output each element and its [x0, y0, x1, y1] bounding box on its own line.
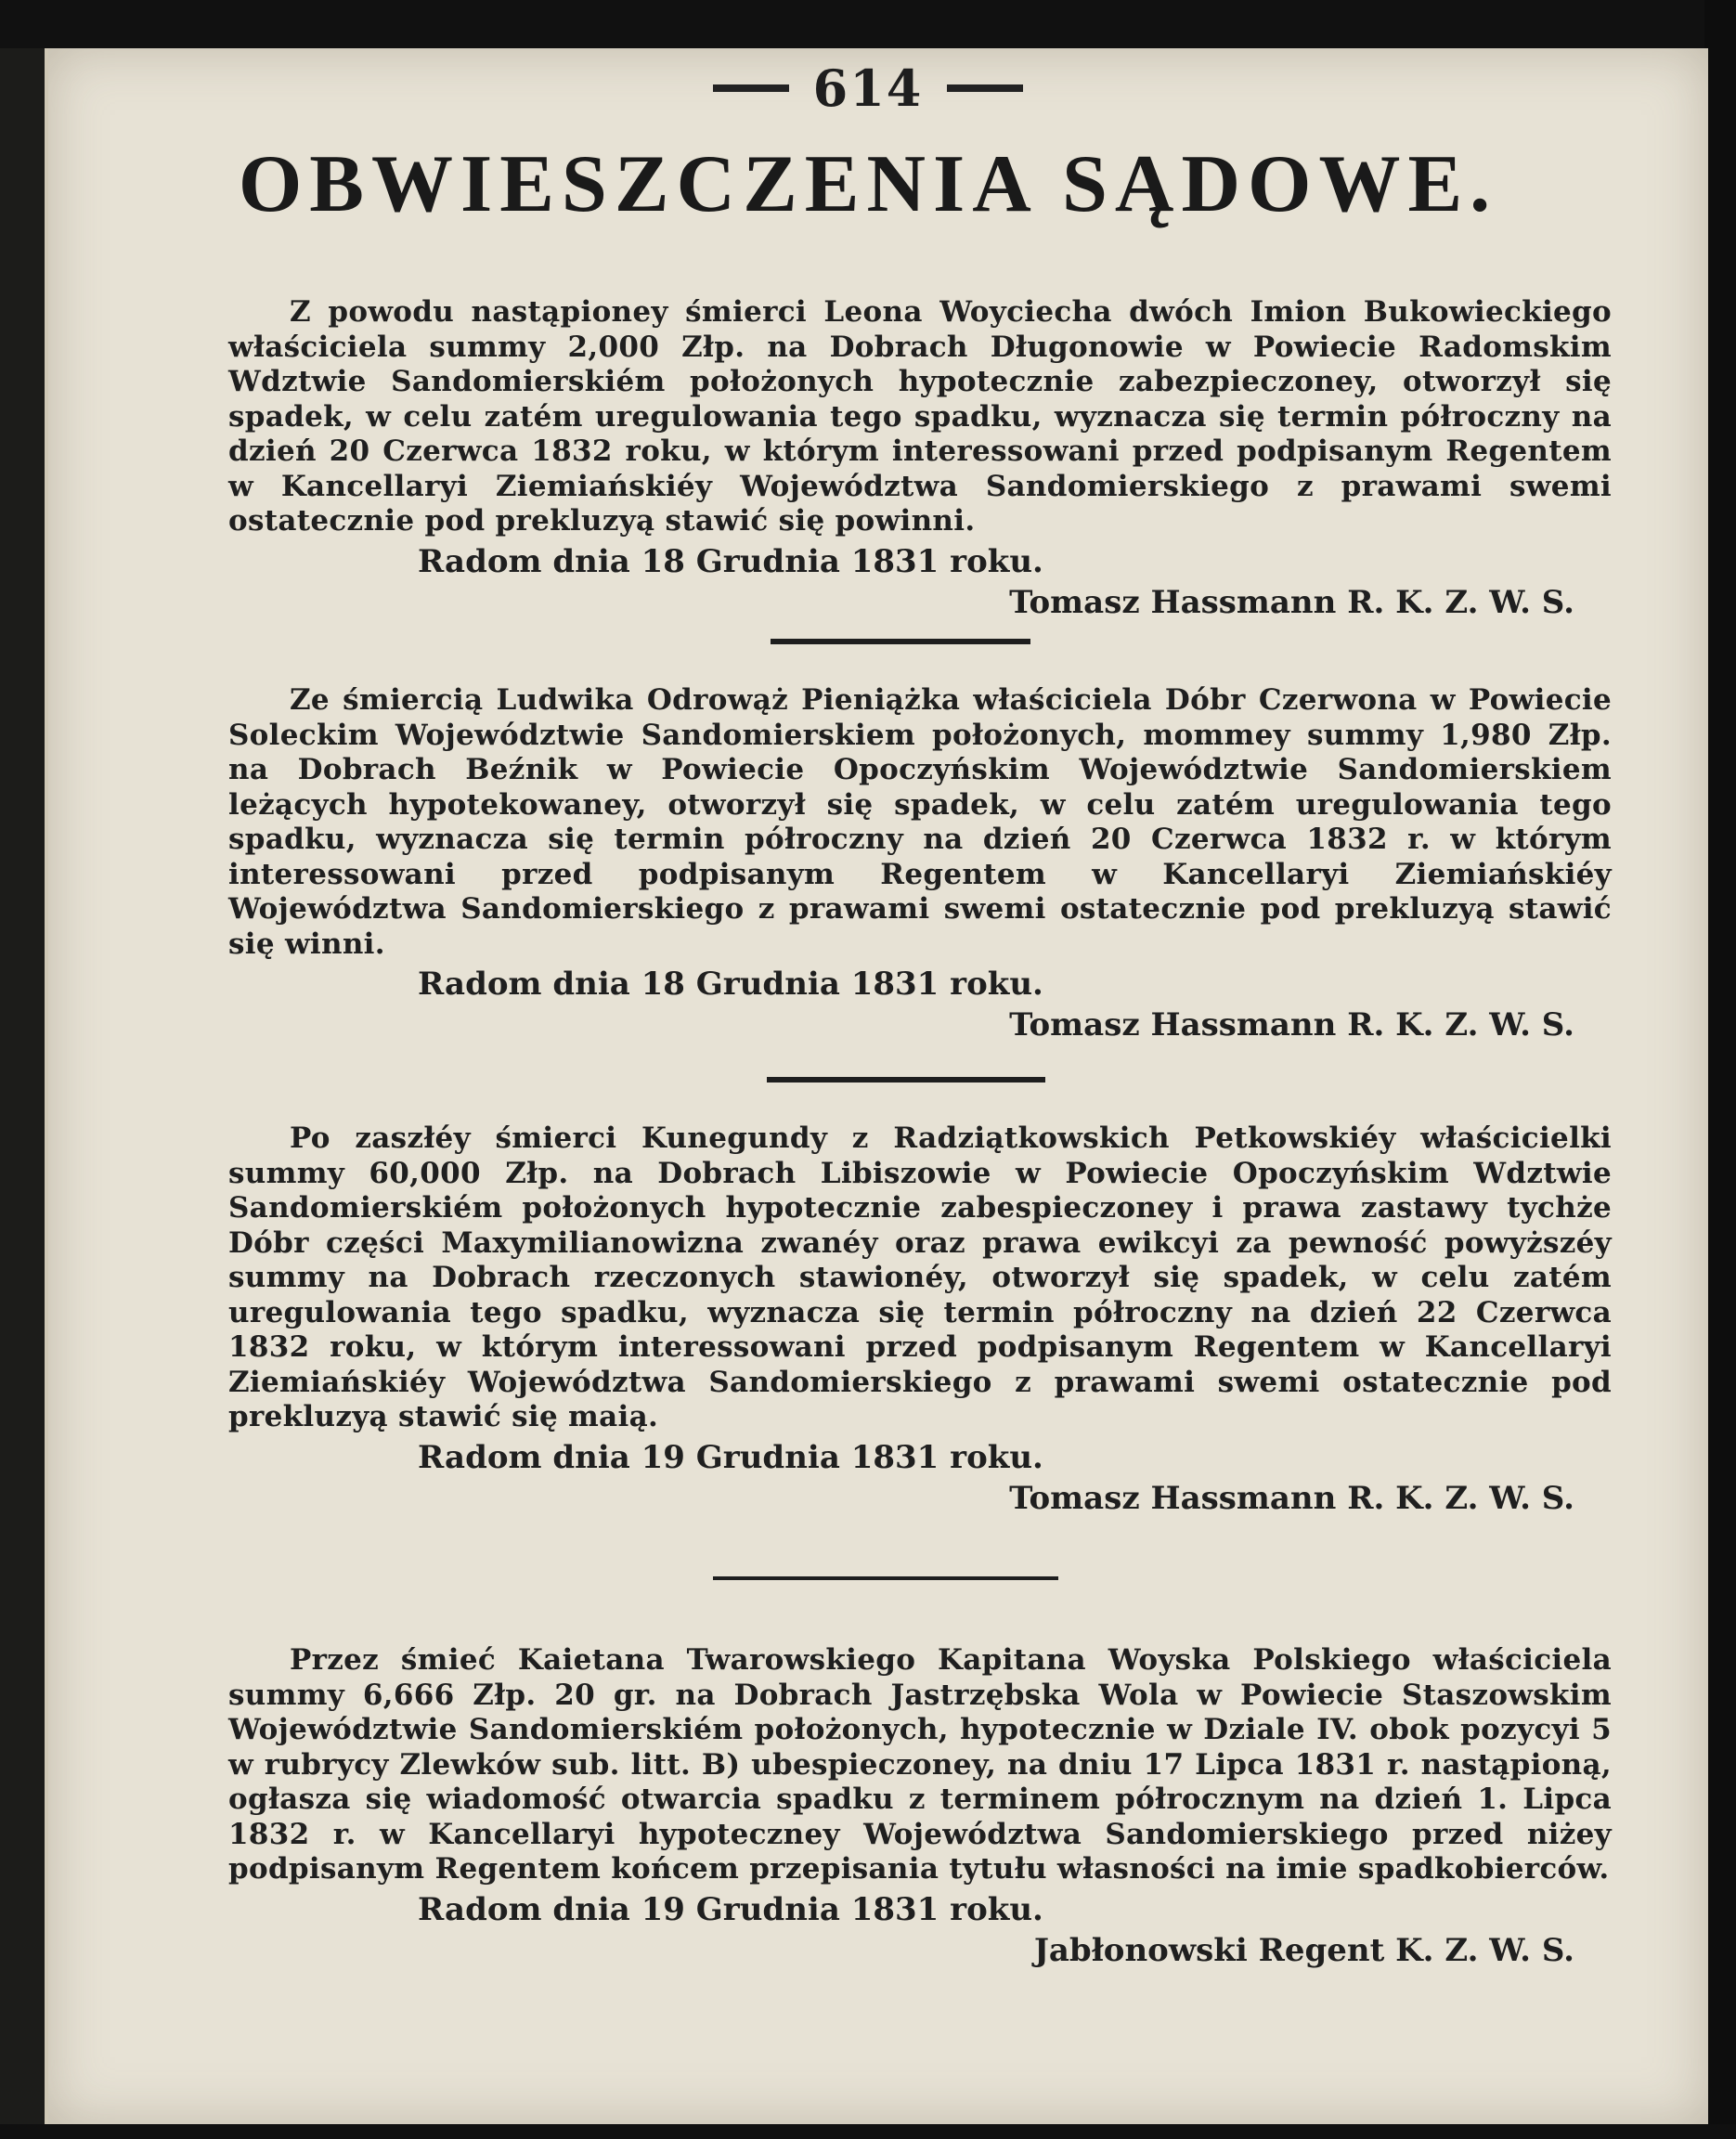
scan-top-border: [0, 0, 1736, 48]
notice-date: Radom dnia 19 Grudnia 1831 roku.: [418, 1438, 1043, 1476]
notice-signature: Tomasz Hassmann R. K. Z. W. S.: [1009, 1479, 1574, 1517]
section-divider: [713, 1576, 1058, 1580]
notice-signature: Tomasz Hassmann R. K. Z. W. S.: [1009, 583, 1574, 621]
scan-bottom-border: [0, 2124, 1736, 2139]
notice-1: [228, 295, 1612, 621]
notice-date: Radom dnia 18 Grudnia 1831 roku.: [418, 542, 1043, 580]
notice-signature: Jabłonowski Regent K. Z. W. S.: [1033, 1931, 1574, 1969]
scan-right-border: [1704, 0, 1736, 2139]
notice-body: Ze śmiercią Ludwika Odrowąż Pieniążka właściciela Dóbr Czerwona w Powiecie Soleckim Województwie Sandomierskiem położonych, mommey summy 1,980 Złp. na Dobrach Beźnik w Powiecie Opoczyńskim Województwie Sandomierskiem leżących hypotekowaney, otworzył się spadek, w celu zatém uregulowania tego spadku, wyznacza się termin półroczny na dzień 20 Czerwca 1832 r. w którym interessowani przed podpisanym Regentem w Kancellaryi Ziemiańskiéy Województwa Sandomierskiego z prawami swemi ostatecznie pod prekluzyą stawić się winni.: [228, 683, 1612, 961]
page-number: 614: [812, 58, 924, 118]
notice-4: [228, 1643, 1612, 1969]
notice-body: Po zaszłéy śmierci Kunegundy z Radziątkowskich Petkowskiéy właścicielki summy 60,000 Złp. na Dobrach Libiszowie w Powiecie Opoczyńskim Wdztwie Sandomierskiém położonych hypotecznie zabespieczoney i prawa zastawy tychże Dóbr części Maxymilianowizna zwanéy oraz prawa ewikcyi za pewność powyższéy summy na Dobrach rzeczonych stawionéy, otworzył się spadek, w celu zatém uregulowania tego spadku, wyznacza się termin półroczny na dzień 22 Czerwca 1832 roku, w którym interessowani przed podpisanym Regentem w Kancellaryi Ziemiańskiéy Województwa Sandomierskiego z prawami swemi ostatecznie pod prekluzyą stawić się maią.: [228, 1121, 1612, 1433]
notice-2: [228, 683, 1612, 1044]
notice-3: [228, 1121, 1612, 1517]
notice-date: Radom dnia 19 Grudnia 1831 roku.: [418, 1890, 1043, 1928]
section-divider: [767, 1077, 1045, 1082]
header-dash-left: [713, 84, 789, 92]
page-title: OBWIESZCZENIA SĄDOWE.: [238, 139, 1498, 229]
page-header: [0, 56, 1736, 121]
notice-signature: Tomasz Hassmann R. K. Z. W. S.: [1009, 1006, 1574, 1044]
header-dash-right: [947, 84, 1023, 92]
notice-date: Radom dnia 18 Grudnia 1831 roku.: [418, 966, 1043, 1003]
section-divider: [771, 639, 1030, 644]
notice-body: Przez śmieć Kaietana Twarowskiego Kapitana Woyska Polskiego właściciela summy 6,666 Złp. 20 gr. na Dobrach Jastrzębska Wola w Powiecie Staszowskim Województwie Sandomierskiém położonych, hypotecznie w Dziale IV. obok pozycyi 5 w rubrycy Zlewków sub. litt. B) ubespieczoney, na dniu 17 Lipca 1831 r. nastąpioną, ogłasza się wiadomość otwarcia spadku z terminem półrocznym na dzień 1. Lipca 1832 r. w Kancellaryi hypoteczney Województwa Sandomierskiego przed niżey podpisanym Regentem końcem przepisania tytułu własności na imie spadkobierców.: [228, 1643, 1612, 1886]
notice-body: Z powodu nastąpioney śmierci Leona Woyciecha dwóch Imion Bukowieckiego właściciela summy 2,000 Złp. na Dobrach Długonowie w Powiecie Radomskim Wdztwie Sandomierskiém położonych hypotecznie zabezpieczoney, otworzył się spadek, w celu zatém uregulowania tego spadku, wyznacza się termin półroczny na dzień 20 Czerwca 1832 roku, w którym interessowani przed podpisanym Regentem w Kancellaryi Ziemiańskiéy Województwa Sandomierskiego z prawami swemi ostatecznie pod prekluzyą stawić się powinni.: [228, 295, 1612, 538]
